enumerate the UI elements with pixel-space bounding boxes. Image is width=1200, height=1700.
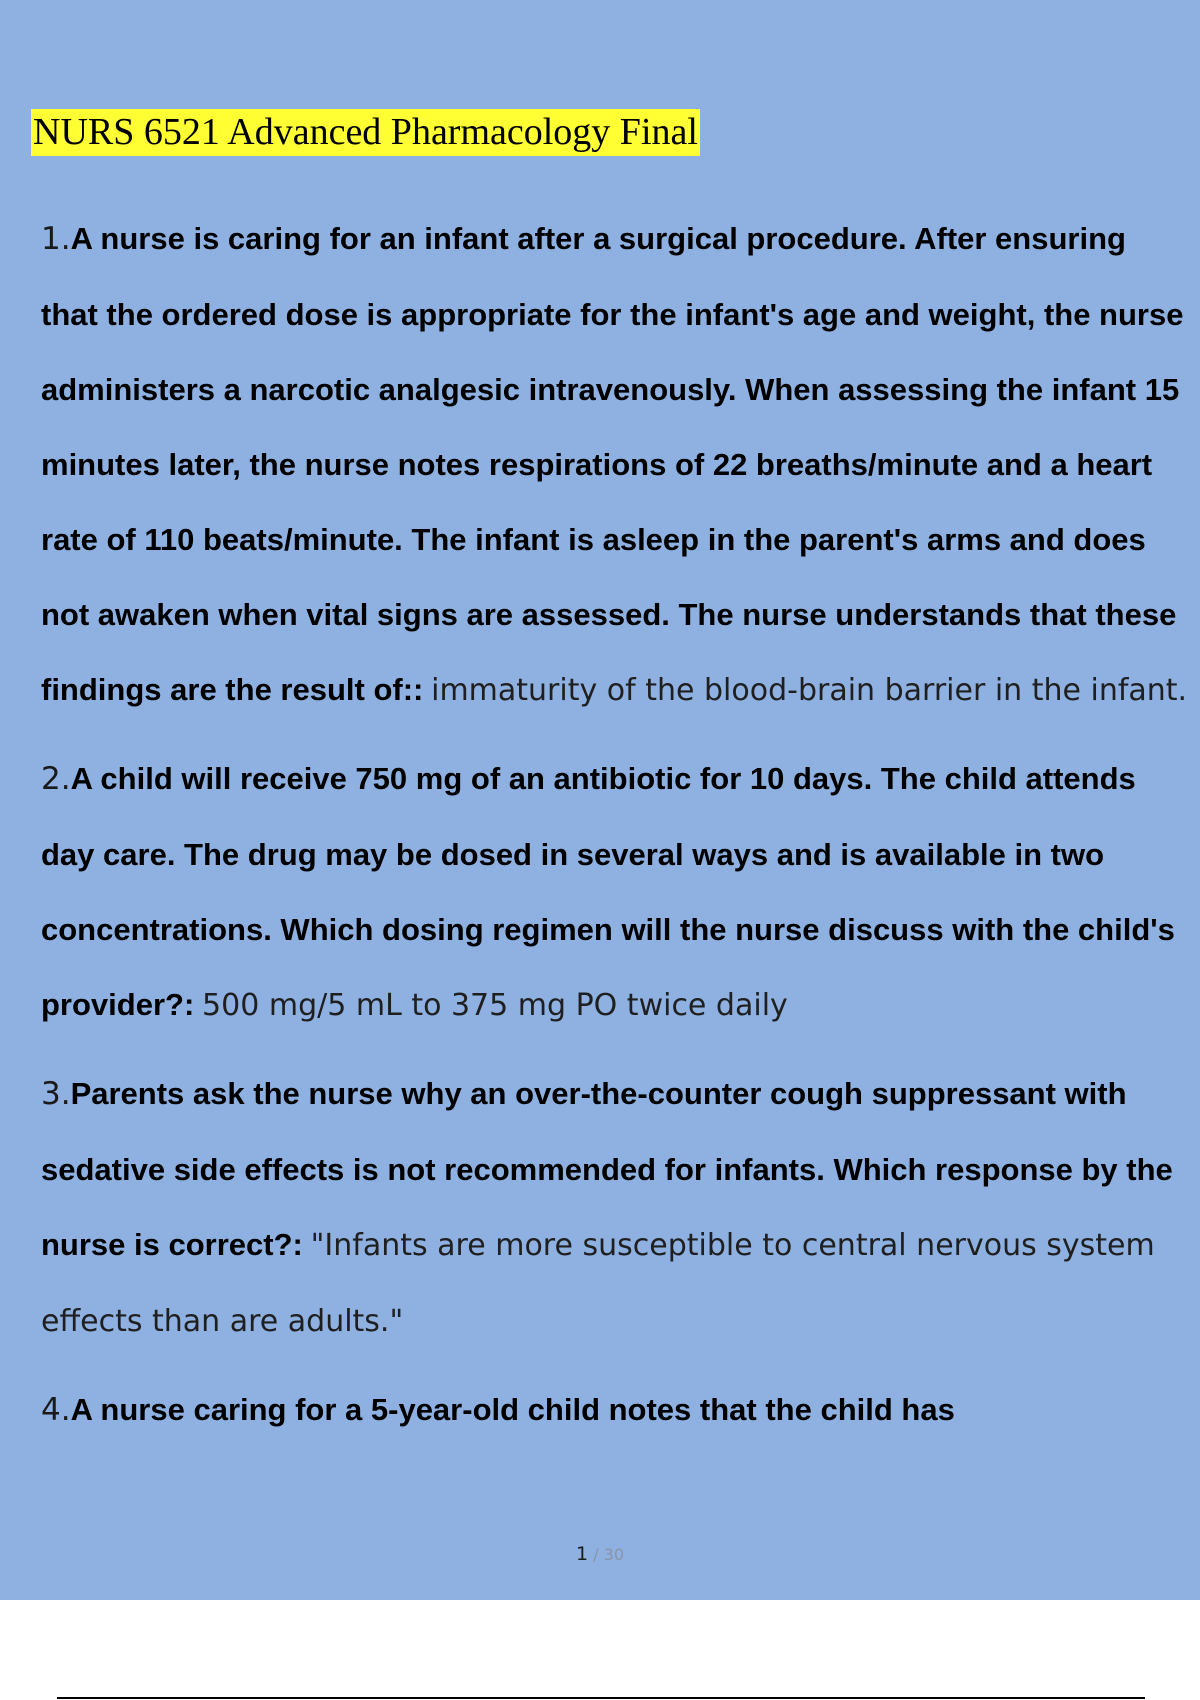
page-counter xyxy=(0,1543,1200,1565)
question-text: A child will receive 750 mg of an antibiotic for 10 days. The child attends day care. The drug may be dosed in several ways and is available in two concentrations. Which dosing regimen will the nurse discuss with the child's provider?: xyxy=(41,761,1175,1022)
question-number: 1. xyxy=(41,221,71,257)
bottom-divider xyxy=(57,1697,1145,1699)
question-answer: "Infants are more susceptible to central nervous system effects than are adults." xyxy=(41,1228,1155,1339)
question-answer: immaturity of the blood-brain barrier in the infant. xyxy=(431,673,1188,708)
question-text: A nurse caring for a 5-year-old child notes that the child has xyxy=(70,1392,955,1427)
page-separator: / xyxy=(593,1545,599,1564)
question-number: 2. xyxy=(41,761,71,797)
question-text: A nurse is caring for an infant after a surgical procedure. After ensuring that the ordered dose is appropriate for the infant's age and weight, the nurse administers a narcotic analgesic intravenously. When assessing the infant 15 minutes later, the nurse notes respirations of 22 breaths/minute and a heart rate of 110 beats/minute. The infant is asleep in the parent's arms and does not awaken when vital signs are assessed. The nurse understands that these findings are the result of:: xyxy=(41,221,1184,707)
total-page-count: 30 xyxy=(603,1545,625,1564)
question-item xyxy=(41,1056,1191,1359)
question-item xyxy=(41,741,1191,1043)
question-item xyxy=(41,1372,1191,1448)
question-number: 3. xyxy=(41,1076,71,1112)
question-item xyxy=(41,201,1191,728)
question-number: 4. xyxy=(41,1392,71,1428)
document-title: NURS 6521 Advanced Pharmacology Final xyxy=(31,109,700,156)
current-page-number: 1 xyxy=(575,1543,589,1565)
question-answer: 500 mg/5 mL to 375 mg PO twice daily xyxy=(202,988,788,1023)
question-text: Parents ask the nurse why an over-the-counter cough suppressant with sedative side effects is not recommended for infants. Which response by the nurse is correct?: xyxy=(41,1076,1173,1262)
question-list xyxy=(41,201,1191,1461)
